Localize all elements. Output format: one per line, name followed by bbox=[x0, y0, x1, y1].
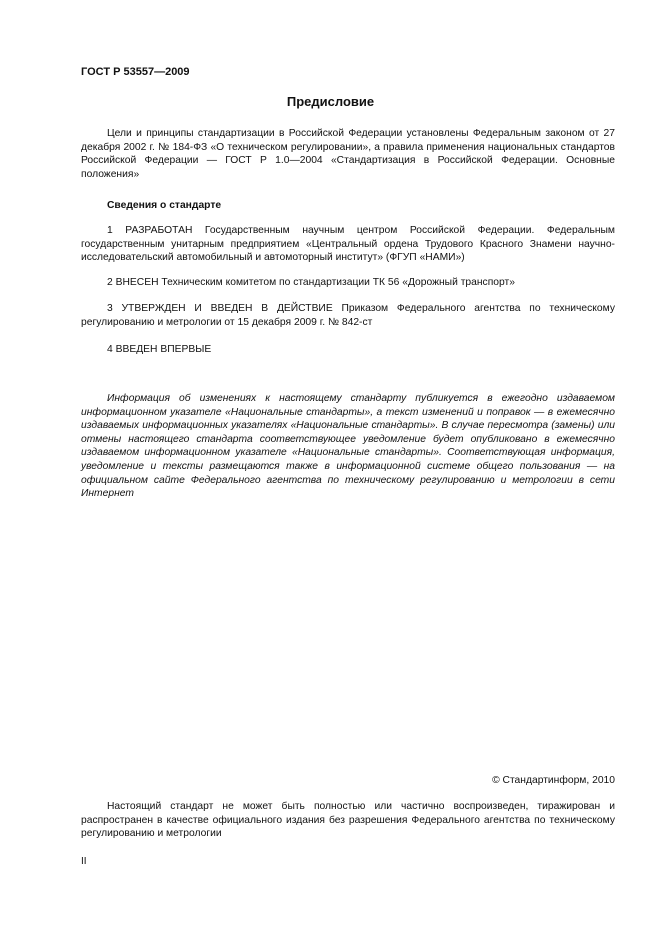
info-heading: Сведения о стандарте bbox=[107, 200, 222, 211]
info-item-3: 3 УТВЕРЖДЕН И ВВЕДЕН В ДЕЙСТВИЕ Приказом Федерального агентства по техническому регулированию и метрологии от 15 декабря 2009 г. № 842-ст bbox=[81, 303, 615, 328]
page-title: Предисловие bbox=[286, 94, 375, 109]
page-number: II bbox=[81, 856, 87, 867]
change-info-paragraph: Информация об изменениях к настоящему стандарту публикуется в ежегодно издаваемом информационном указателе «Национальные стандарты», а текст изменений и поправок — в ежемесячно издаваемых информационных указателях «Национальные стандарты». В случае пересмотра (замены) или отмены настоящего стандарта соответствующее уведомление будет опубликовано в ежемесячно издаваемом информационном указателе «Национальные стандарты». Соответствующая информация, уведомление и тексты размещаются также в информационной системе общего пользования — на официальном сайте Федерального агентства по техническому регулированию и метрологии в сети Интернет bbox=[81, 393, 615, 500]
standard-code-header: ГОСТ Р 53557—2009 bbox=[81, 66, 190, 78]
intro-paragraph: Цели и принципы стандартизации в Российской Федерации установлены Федеральным законом от 27 декабря 2002 г. № 184-ФЗ «О техническом регулировании», а правила применения национальных стандартов Российской Федерации — ГОСТ Р 1.0—2004 «Стандартизация в Российской Федерации. Основные положения» bbox=[81, 128, 615, 180]
copyright-line: © Стандартинформ, 2010 bbox=[492, 775, 615, 786]
info-item-4: 4 ВВЕДЕН ВПЕРВЫЕ bbox=[107, 344, 212, 355]
reproduction-notice: Настоящий стандарт не может быть полностью или частично воспроизведен, тиражирован и распространен в качестве официального издания без разрешения Федерального агентства по техническому регулированию и метрологии bbox=[81, 801, 615, 840]
info-item-2: 2 ВНЕСЕН Техническим комитетом по стандартизации ТК 56 «Дорожный транспорт» bbox=[107, 277, 515, 288]
info-item-1: 1 РАЗРАБОТАН Государственным научным центром Российской Федерации. Федеральным государственным унитарным предприятием «Центральный ордена Трудового Красного Знамени научно-исследовательский автомобильный и автомоторный институт» (ФГУП «НАМИ») bbox=[81, 225, 615, 264]
